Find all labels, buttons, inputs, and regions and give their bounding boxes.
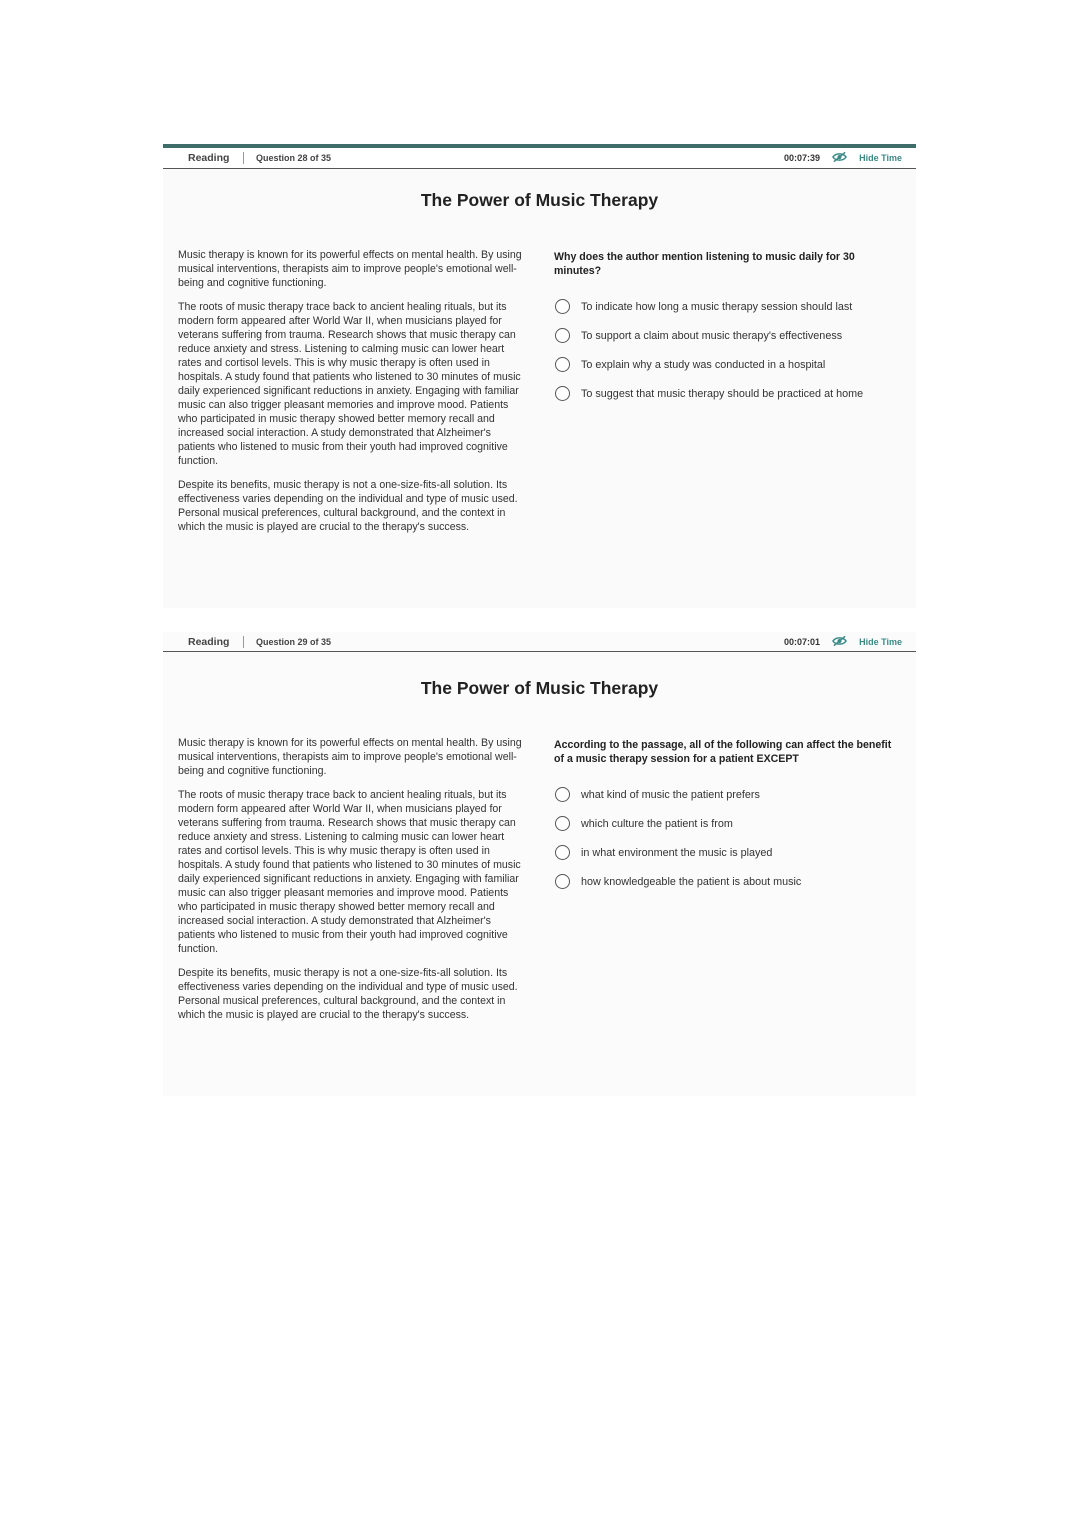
passage-title: The Power of Music Therapy: [420, 190, 659, 210]
header-divider: [243, 636, 244, 648]
answer-option[interactable]: [555, 838, 911, 867]
radio-button[interactable]: [555, 787, 570, 802]
section-label: Reading: [188, 636, 230, 648]
question-counter: Question 28 of 35: [256, 153, 332, 163]
timer: 00:07:39: [783, 153, 820, 163]
answer-option[interactable]: [555, 867, 911, 896]
passage-title: The Power of Music Therapy: [420, 678, 659, 698]
option-label: what kind of music the patient prefers: [581, 788, 760, 801]
radio-button[interactable]: [555, 845, 570, 860]
reading-passage: [178, 248, 526, 544]
radio-button[interactable]: [555, 299, 570, 314]
test-header: [163, 148, 916, 169]
question-screen-28: [163, 144, 916, 608]
eye-slash-icon[interactable]: [832, 635, 847, 647]
answer-options: [555, 780, 911, 896]
radio-button[interactable]: [555, 357, 570, 372]
answer-option[interactable]: [555, 321, 911, 350]
passage-paragraph: Music therapy is known for its powerful effects on mental health. By using musical interventions, therapists aim to improve people's emotional well-being and cognitive functioning.: [178, 737, 522, 777]
answer-option[interactable]: [555, 350, 911, 379]
question-counter: Question 29 of 35: [256, 637, 332, 647]
answer-option[interactable]: [555, 780, 911, 809]
option-label: To suggest that music therapy should be practiced at home: [581, 387, 864, 400]
option-label: which culture the patient is from: [581, 817, 733, 830]
passage-paragraph: Music therapy is known for its powerful effects on mental health. By using musical interventions, therapists aim to improve people's emotional well-being and cognitive functioning.: [178, 249, 522, 289]
radio-button[interactable]: [555, 816, 570, 831]
option-label: To explain why a study was conducted in a hospital: [581, 358, 826, 371]
passage-paragraph: The roots of music therapy trace back to ancient healing rituals, but its modern form appeared after World War II, when musicians played for veterans suffering from trauma. Research shows that music therapy can reduce anxiety and stress. Listening to calming music can lower heart rates and cortisol levels. This is why music therapy is often used in hospitals. A study found that patients who listened to 30 minutes of music daily experienced significant reductions in anxiety. Engaging with familiar music can also trigger pleasant memories and improve mood. Patients who participated in music therapy showed better memory recall and increased social interaction. A study demonstrated that Alzheimer's patients who listened to music from their youth had improved cognitive function.: [178, 301, 521, 467]
option-label: To indicate how long a music therapy session should last: [581, 300, 853, 313]
hide-time-button[interactable]: Hide Time: [859, 153, 902, 163]
radio-button[interactable]: [555, 386, 570, 401]
answer-option[interactable]: [555, 379, 911, 408]
reading-passage: [178, 736, 526, 1032]
radio-button[interactable]: [555, 874, 570, 889]
hide-time-button[interactable]: Hide Time: [859, 637, 902, 647]
section-label: Reading: [188, 152, 230, 164]
answer-option[interactable]: [555, 809, 911, 838]
option-label: To support a claim about music therapy's effectiveness: [581, 329, 843, 342]
header-divider: [243, 152, 244, 164]
question-text: Why does the author mention listening to music daily for 30 minutes?: [554, 251, 855, 277]
test-header: [163, 632, 916, 652]
passage-paragraph: Despite its benefits, music therapy is not a one-size-fits-all solution. Its effectiveness varies depending on the individual and type of music used. Personal musical preferences, cultural background, and the context in which the music is played are crucial to the therapy's success.: [178, 479, 518, 533]
eye-slash-icon[interactable]: [832, 151, 847, 163]
answer-option[interactable]: [555, 292, 911, 321]
question-screen-29: [163, 632, 916, 1096]
timer: 00:07:01: [783, 637, 820, 647]
passage-paragraph: Despite its benefits, music therapy is not a one-size-fits-all solution. Its effectiveness varies depending on the individual and type of music used. Personal musical preferences, cultural background, and the context in which the music is played are crucial to the therapy's success.: [178, 967, 518, 1021]
question-text: According to the passage, all of the following can affect the benefit of a music therapy session for a patient EXCEPT: [554, 739, 892, 765]
passage-paragraph: The roots of music therapy trace back to ancient healing rituals, but its modern form appeared after World War II, when musicians played for veterans suffering from trauma. Research shows that music therapy can reduce anxiety and stress. Listening to calming music can lower heart rates and cortisol levels. This is why music therapy is often used in hospitals. A study found that patients who listened to 30 minutes of music daily experienced significant reductions in anxiety. Engaging with familiar music can also trigger pleasant memories and improve mood. Patients who participated in music therapy showed better memory recall and increased social interaction. A study demonstrated that Alzheimer's patients who listened to music from their youth had improved cognitive function.: [178, 789, 521, 955]
option-label: in what environment the music is played: [581, 846, 773, 859]
answer-options: [555, 292, 911, 408]
option-label: how knowledgeable the patient is about music: [581, 875, 802, 888]
radio-button[interactable]: [555, 328, 570, 343]
